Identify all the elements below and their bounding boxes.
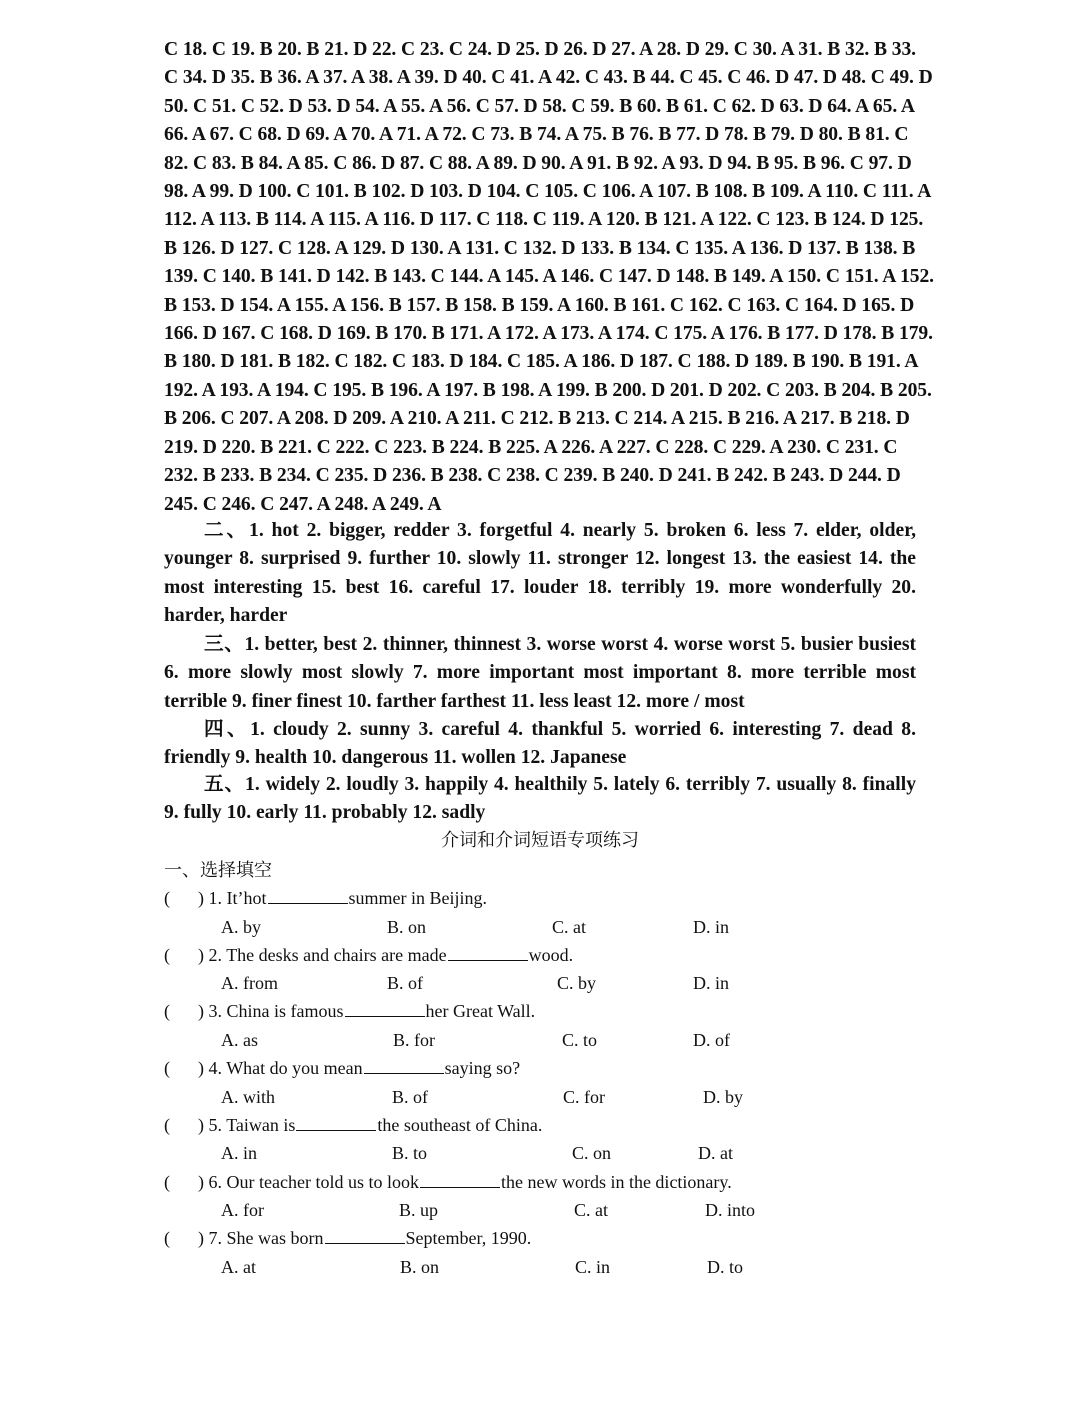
option-a[interactable]: A. from: [221, 973, 278, 993]
section-label: 五、: [204, 774, 246, 795]
option-b[interactable]: B. of: [387, 973, 423, 993]
option-d[interactable]: D. to: [707, 1257, 743, 1277]
question-text-after: her Great Wall.: [425, 1001, 536, 1021]
option-d[interactable]: D. in: [693, 973, 729, 993]
section-label: 四、: [204, 719, 251, 740]
option-c[interactable]: C. in: [575, 1257, 611, 1277]
answer-paren[interactable]: (: [164, 1058, 170, 1078]
question-4: [164, 1058, 520, 1079]
answer-paren[interactable]: (: [164, 1172, 170, 1192]
question-number: ) 3.: [198, 1001, 222, 1021]
answer-blank[interactable]: [268, 889, 348, 904]
question-text-after: the southeast of China.: [377, 1115, 543, 1135]
option-d[interactable]: D. by: [703, 1087, 743, 1107]
question-text-before: The desks and chairs are made: [226, 945, 447, 965]
answer-blank[interactable]: [448, 946, 528, 961]
option-b[interactable]: B. to: [392, 1143, 428, 1163]
question-number: ) 5.: [198, 1115, 222, 1135]
answer-blank[interactable]: [420, 1173, 500, 1188]
option-b[interactable]: B. up: [399, 1200, 439, 1220]
answer-paren[interactable]: (: [164, 945, 170, 965]
option-d[interactable]: D. of: [693, 1030, 730, 1050]
option-c[interactable]: C. for: [563, 1087, 605, 1107]
question-text-before: Taiwan is: [226, 1115, 296, 1135]
answer-paren[interactable]: (: [164, 888, 170, 908]
answer-section-3: [164, 631, 916, 716]
option-c[interactable]: C. on: [572, 1143, 612, 1163]
question-text-before: She was born: [226, 1228, 324, 1248]
answer-section-4: [164, 716, 916, 773]
section-label: 三、: [204, 634, 245, 655]
answer-paren[interactable]: (: [164, 1001, 170, 1021]
answer-paren[interactable]: (: [164, 1115, 170, 1135]
option-c[interactable]: C. to: [562, 1030, 598, 1050]
question-5: [164, 1115, 542, 1136]
answer-blank[interactable]: [296, 1116, 376, 1131]
option-c[interactable]: C. at: [574, 1200, 608, 1220]
question-text-after: the new words in the dictionary.: [500, 1172, 732, 1192]
section-text: 1. hot 2. bigger, redder 3. forgetful 4. nearly 5. broken 6. less 7. elder, older, younger 8. surprised 9. further 10. slowly 11. stronger 12. longest 13. the easiest 14. the most interesting 15. best 16. careful 17. louder 18. terribly 19. more wonderfully 20. harder, harder: [164, 520, 917, 627]
question-text-after: summer in Beijing.: [348, 888, 487, 908]
answer-blank[interactable]: [364, 1059, 444, 1074]
option-d[interactable]: D. in: [693, 917, 729, 937]
question-3: [164, 1001, 535, 1022]
answer-key-block: C 18. C 19. B 20. B 21. D 22. C 23. C 24. D 25. D 26. D 27. A 28. D 29. C 30. A 31. B 32. B 33. C 34. D 35. B 36. A 37. A 38. A 39. D 40. C 41. A 42. C 43. B 44. C 45. C 46. D 47. D 48. C 49. D 50. C 51. C 52. D 53. D 54. A 55. A 56. C 57. D 58. C 59. B 60. B 61. C 62. D 63. D 64. A 65. A 66. A 67. C 68. D 69. A 70. A 71. A 72. C 73. B 74. A 75. B 76. B 77. D 78. B 79. D 80. B 81. C 82. C 83. B 84. A 85. C 86. D 87. C 88. A 89. D 90. A 91. B 92. A 93. D 94. B 95. B 96. C 97. D 98. A 99. D 100. C 101. B 102. D 103. D 104. C 105. C 106. A 107. B 108. B 109. A 110. C 111. A 112. A 113. B 114. A 115. A 116. D 117. C 118. C 119. A 120. B 121. A 122. C 123. B 124. D 125. B 126. D 127. C 128. A 129. D 130. A 131. C 132. D 133. B 134. C 135. A 136. D 137. B 138. B 139. C 140. B 141. D 142. B 143. C 144. A 145. A 146. C 147. D 148. B 149. A 150. C 151. A 152. B 153. D 154. A 155. A 156. B 157. B 158. B 159. A 160. B 161. C 162. C 163. C 164. D 165. D 166. D 167. C 168. D 169. B 170. B 171. A 172. A 173. A 174. C 175. A 176. B 177. D 178. B 179. B 180. D 181. B 182. C 182. C 183. D 184. C 185. A 186. D 187. C 188. D 189. B 190. B 191. A 192. A 193. A 194. C 195. B 196. A 197. B 198. A 199. B 200. D 201. D 202. C 203. B 204. B 205. B 206. C 207. A 208. D 209. A 210. A 211. C 212. B 213. C 214. A 215. B 216. A 217. B 218. D 219. D 220. B 221. C 222. C 223. B 224. B 225. A 226. A 227. C 228. C 229. A 230. C 231. C 232. B 233. B 234. C 235. D 236. B 238. C 238. C 239. B 240. D 241. B 242. B 243. D 244. D 245. C 246. C 247. A 248. A 249. A: [164, 39, 934, 515]
option-c[interactable]: C. at: [552, 917, 586, 937]
section-text: 1. widely 2. loudly 3. happily 4. healthily 5. lately 6. terribly 7. usually 8. finally 9. fully 10. early 11. probably 12. sadly: [164, 774, 916, 824]
answer-blank[interactable]: [325, 1229, 405, 1244]
option-a[interactable]: A. with: [221, 1087, 275, 1107]
answer-section-5: [164, 771, 916, 828]
question-number: ) 1.: [198, 888, 222, 908]
option-b[interactable]: B. for: [393, 1030, 435, 1050]
question-text-after: saying so?: [444, 1058, 521, 1078]
option-b[interactable]: B. on: [387, 917, 427, 937]
question-number: ) 7.: [198, 1228, 222, 1248]
exercise-subhead: 一、选择填空: [164, 860, 272, 881]
option-a[interactable]: A. by: [221, 917, 261, 937]
answer-paren[interactable]: (: [164, 1228, 170, 1248]
option-a[interactable]: A. as: [221, 1030, 258, 1050]
section-text: 1. better, best 2. thinner, thinnest 3. worse worst 4. worse worst 5. busier busiest 6. more slowly most slowly 7. more important most important 8. more terrible most terrible 9. finer finest 10. farther farthest 11. less least 12. more / most: [164, 634, 916, 712]
section-label: 二、: [204, 520, 250, 541]
answer-blank[interactable]: [345, 1002, 425, 1017]
section-text: 1. cloudy 2. sunny 3. careful 4. thankful 5. worried 6. interesting 7. dead 8. friendly 9. health 10. dangerous 11. wollen 12. Japanese: [164, 719, 916, 769]
question-number: ) 6.: [198, 1172, 222, 1192]
option-b[interactable]: B. of: [392, 1087, 428, 1107]
question-text-before: It’hot: [226, 888, 267, 908]
question-text-before: What do you mean: [226, 1058, 363, 1078]
question-number: ) 4.: [198, 1058, 222, 1078]
question-1: [164, 888, 487, 909]
question-text-after: September, 1990.: [405, 1228, 532, 1248]
question-6: [164, 1172, 732, 1193]
question-text-before: Our teacher told us to look: [226, 1172, 419, 1192]
exercise-title: 介词和介词短语专项练习: [441, 830, 639, 851]
option-a[interactable]: A. in: [221, 1143, 257, 1163]
question-7: [164, 1228, 531, 1249]
option-d[interactable]: D. at: [698, 1143, 733, 1163]
question-number: ) 2.: [198, 945, 222, 965]
option-a[interactable]: A. for: [221, 1200, 264, 1220]
option-c[interactable]: C. by: [557, 973, 597, 993]
question-2: [164, 945, 573, 966]
answer-section-2: [164, 517, 916, 631]
option-d[interactable]: D. into: [705, 1200, 756, 1220]
question-text-after: wood.: [528, 945, 574, 965]
option-b[interactable]: B. on: [400, 1257, 440, 1277]
option-a[interactable]: A. at: [221, 1257, 256, 1277]
question-text-before: China is famous: [226, 1001, 344, 1021]
